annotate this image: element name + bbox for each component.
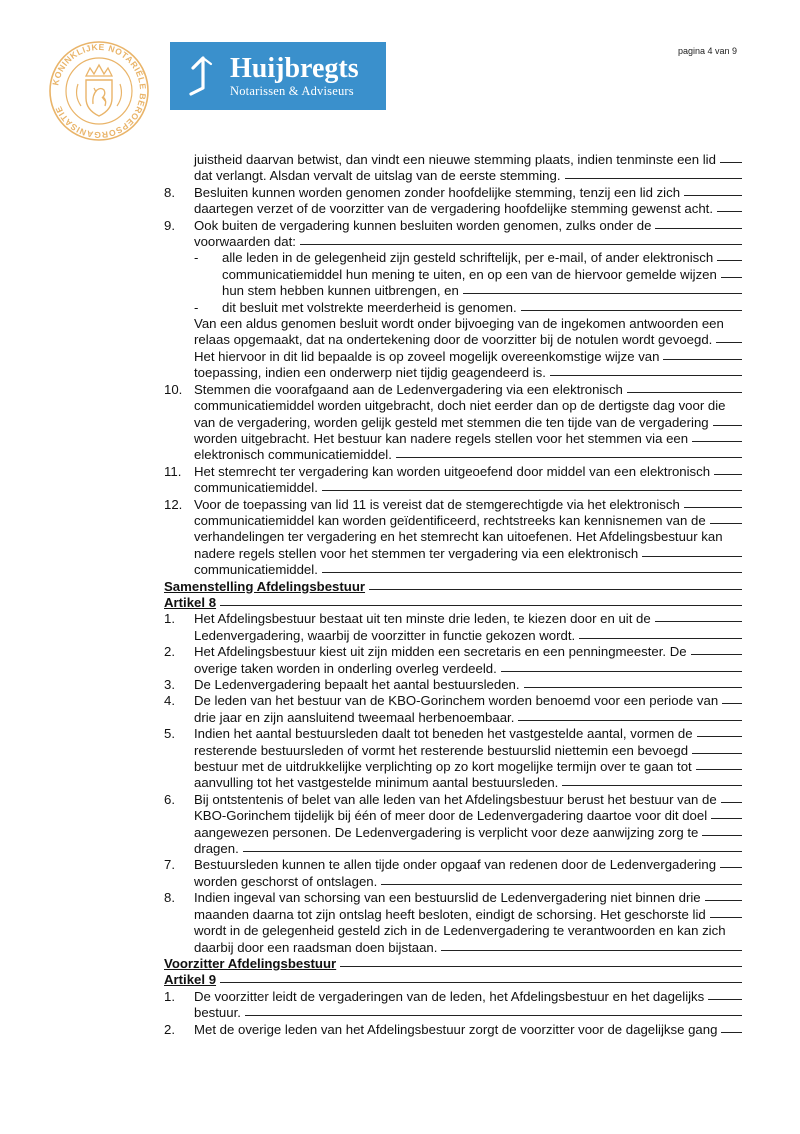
line-text: Het Afdelingsbestuur kiest uit zijn midden een secretaris en een penningmeester. De [194, 644, 687, 660]
text-line [194, 529, 742, 545]
fill-dash-line [340, 966, 742, 967]
text-line [194, 661, 742, 677]
line-text: dit besluit met volstrekte meerderheid is genomen. [222, 299, 517, 315]
text-line [194, 743, 742, 759]
line-text: alle leden in de gelegenheid zijn gesteld schriftelijk, per e-mail, of ander elektronisch [222, 250, 714, 266]
line-text: Van een aldus genomen besluit wordt onder bijvoeging van de ingekomen antwoorden een [194, 316, 724, 332]
line-text: Bestuursleden kunnen te allen tijde onder opgaaf van redenen door de Ledenvergadering [194, 857, 717, 873]
fill-dash-line [691, 654, 742, 655]
line-text: Indien het aantal bestuursleden daalt tot beneden het vastgestelde aantal, vormen de [194, 726, 693, 742]
fill-dash-line [579, 638, 742, 639]
paragraph [164, 152, 742, 185]
text-line [194, 874, 742, 890]
line-text: van de vergadering, worden gelijk gesteld met stemmen die ten tijde van de vergadering [194, 414, 709, 430]
numbered-item [164, 218, 742, 251]
document-body [164, 152, 742, 1038]
fill-dash-line [721, 1032, 742, 1033]
text-line [194, 841, 742, 857]
fill-dash-line [720, 162, 742, 163]
line-text: worden uitgebracht. Het bestuur kan nadere regels stellen voor het stemmen via een [194, 430, 689, 446]
text-line [164, 595, 742, 611]
fill-dash-line [322, 572, 742, 573]
fill-dash-line [697, 736, 742, 737]
text-line [194, 1005, 742, 1021]
line-text: Samenstelling Afdelingsbestuur [164, 578, 366, 594]
item-number: 12. [164, 496, 183, 512]
line-text: maanden daarna tot zijn ontslag heeft besloten, eindigt de schorsing. Het geschorste lid [194, 906, 706, 922]
text-line [194, 332, 742, 348]
line-text: communicatiemiddel worden uitgebracht, doch niet eerder dan op de dertigste dag voor die [194, 398, 726, 414]
text-line [194, 168, 742, 184]
item-number: 6. [164, 791, 175, 807]
fill-dash-line [711, 818, 742, 819]
fill-dash-line [722, 703, 742, 704]
fill-dash-line [692, 753, 742, 754]
line-text: communicatiemiddel kan worden geïdentificeerd, rechtstreeks kan kennisnemen van de [194, 512, 706, 528]
fill-dash-line [684, 195, 742, 196]
item-number: 8. [164, 890, 175, 906]
text-line [194, 611, 742, 627]
text-line [194, 907, 742, 923]
paragraph [164, 316, 742, 382]
text-line [194, 316, 742, 332]
fill-dash-line [702, 835, 742, 836]
line-text: dragen. [194, 841, 239, 857]
text-line [222, 267, 742, 283]
fill-dash-line [692, 441, 742, 442]
line-text: Het stemrecht ter vergadering kan worden uitgeoefend door middel van een elektronisch [194, 463, 711, 479]
text-line [194, 628, 742, 644]
line-text: aanvulling tot het vastgestelde minimum aantal bestuursleden. [194, 775, 559, 791]
text-line [194, 218, 742, 234]
text-line [194, 759, 742, 775]
item-number: 9. [164, 217, 175, 233]
line-text: Met de overige leden van het Afdelingsbestuur zorgt de voorzitter voor de dagelijkse gang [194, 1021, 718, 1037]
fill-dash-line [720, 867, 742, 868]
line-text: nadere regels stellen voor het stemmen ter vergadering via een elektronisch [194, 545, 639, 561]
bullet-dash: - [194, 299, 199, 315]
text-line [194, 185, 742, 201]
fill-dash-line [655, 621, 742, 622]
text-line [194, 152, 742, 168]
text-line [222, 300, 742, 316]
text-line [194, 546, 742, 562]
numbered-item [164, 1022, 742, 1038]
page-number: pagina 4 van 9 [678, 46, 738, 56]
numbered-item [164, 611, 742, 644]
text-line [194, 398, 742, 414]
text-line [194, 365, 742, 381]
line-text: elektronisch communicatiemiddel. [194, 447, 392, 463]
item-number: 8. [164, 184, 175, 200]
text-line [194, 644, 742, 660]
line-text: daarbij door een raadsman doen bijstaan. [194, 939, 438, 955]
item-number: 2. [164, 644, 175, 660]
text-line [222, 283, 742, 299]
line-text: hun stem hebben kunnen uitbrengen, en [222, 283, 459, 299]
text-line [194, 201, 742, 217]
numbered-item [164, 989, 742, 1022]
text-line [194, 726, 742, 742]
text-line [194, 775, 742, 791]
numbered-item [164, 382, 742, 464]
bullet-item [164, 250, 742, 299]
line-text: verhandelingen ter vergadering en het stemrecht kan uitoefenen. Het Afdelingsbestuur kan [194, 529, 723, 545]
text-line [194, 890, 742, 906]
line-text: KBO-Gorinchem tijdelijk bij één of meer door de Ledenvergadering daartoe voor dit doel [194, 808, 708, 824]
text-line [194, 792, 742, 808]
line-text: De voorzitter leidt de vergaderingen van de leden, het Afdelingsbestuur en het dagelijks [194, 988, 705, 1004]
text-line [194, 825, 742, 841]
text-line [194, 693, 742, 709]
fill-dash-line [396, 457, 742, 458]
item-number: 4. [164, 693, 175, 709]
line-text: drie jaar en zijn aansluitend tweemaal herbenoembaar. [194, 709, 515, 725]
text-line [164, 956, 742, 972]
fill-dash-line [220, 982, 742, 983]
text-line [222, 250, 742, 266]
text-line [194, 1022, 742, 1038]
line-text: aangewezen personen. De Ledenvergadering is verplicht voor deze aanwijzing zorg te [194, 824, 699, 840]
text-line [194, 447, 742, 463]
section-heading [164, 595, 742, 611]
numbered-item [164, 726, 742, 792]
fill-dash-line [518, 720, 742, 721]
fill-dash-line [710, 523, 742, 524]
fill-dash-line [245, 1015, 742, 1016]
numbered-item [164, 890, 742, 956]
item-number: 11. [164, 463, 182, 479]
fill-dash-line [717, 211, 742, 212]
text-line [194, 497, 742, 513]
fill-dash-line [441, 950, 742, 951]
bullet-dash: - [194, 250, 199, 266]
text-line [194, 234, 742, 250]
fill-dash-line [220, 605, 742, 606]
numbered-item [164, 677, 742, 693]
text-line [194, 808, 742, 824]
fill-dash-line [705, 900, 742, 901]
line-text: Voor de toepassing van lid 11 is vereist dat de stemgerechtigde via het elektronisch [194, 496, 680, 512]
text-line [194, 989, 742, 1005]
fill-dash-line [627, 392, 742, 393]
svg-text:KONINKLIJKE NOTARIËLE BEROEPSO [50, 42, 148, 140]
text-line [194, 415, 742, 431]
line-text: communicatiemiddel. [194, 562, 318, 578]
item-number: 7. [164, 857, 175, 873]
line-text: Ook buiten de vergadering kunnen besluiten worden genomen, zulks onder de [194, 217, 652, 233]
line-text: Het hiervoor in dit lid bepaalde is op zoveel mogelijk overeenkomstige wijze van [194, 348, 660, 364]
line-text: Voorzitter Afdelingsbestuur [164, 955, 337, 971]
numbered-item [164, 464, 742, 497]
fill-dash-line [713, 425, 742, 426]
text-line [194, 480, 742, 496]
numbered-item [164, 857, 742, 890]
item-number: 1. [164, 611, 175, 627]
fill-dash-line [322, 490, 742, 491]
fill-dash-line [381, 884, 742, 885]
line-text: Ledenvergadering, waarbij de voorzitter in functie gekozen wordt. [194, 627, 576, 643]
text-line [194, 677, 742, 693]
text-line [194, 562, 742, 578]
fill-dash-line [696, 769, 742, 770]
text-line [194, 923, 742, 939]
numbered-item [164, 644, 742, 677]
text-line [194, 431, 742, 447]
fill-dash-line [716, 342, 742, 343]
numbered-item [164, 497, 742, 579]
text-line [164, 972, 742, 988]
line-text: juistheid daarvan betwist, dan vindt een nieuwe stemming plaats, indien tenminste een lid [194, 152, 716, 167]
fill-dash-line [663, 359, 742, 360]
line-text: bestuur. [194, 1005, 241, 1021]
section-heading [164, 956, 742, 972]
fill-dash-line [524, 687, 742, 688]
item-number: 1. [164, 988, 175, 1004]
section-heading [164, 579, 742, 595]
line-text: Artikel 8 [164, 594, 217, 610]
fill-dash-line [642, 556, 742, 557]
text-line [194, 464, 742, 480]
line-text: Stemmen die voorafgaand aan de Ledenvergadering via een elektronisch [194, 381, 623, 397]
line-text: worden geschorst of ontslagen. [194, 873, 378, 889]
text-line [194, 513, 742, 529]
line-text: voorwaarden dat: [194, 234, 296, 250]
fill-dash-line [369, 589, 742, 590]
fill-dash-line [521, 310, 742, 311]
fill-dash-line [714, 474, 742, 475]
fill-dash-line [562, 785, 742, 786]
text-line [194, 349, 742, 365]
notarial-seal [48, 40, 150, 142]
fill-dash-line [501, 671, 742, 672]
text-line [164, 579, 742, 595]
fill-dash-line [565, 178, 742, 179]
line-text: resterende bestuursleden of vormt het resterende bestuurslid niettemin een bevoegd [194, 742, 689, 758]
logo-subtitle: Notarissen & Adviseurs [230, 83, 354, 98]
text-line [194, 382, 742, 398]
numbered-item [164, 185, 742, 218]
text-line [194, 710, 742, 726]
item-number: 5. [164, 726, 175, 742]
company-logo [170, 42, 386, 110]
seal-text: KONINKLIJKE NOTARIËLE BEROEPSORGANISATIE [50, 41, 149, 141]
logo-mark-icon [170, 42, 230, 110]
section-heading [164, 972, 742, 988]
item-number: 2. [164, 1021, 175, 1037]
line-text: Besluiten kunnen worden genomen zonder hoofdelijke stemming, tenzij een lid zich [194, 184, 681, 200]
fill-dash-line [708, 999, 742, 1000]
line-text: Bij ontstentenis of belet van alle leden van het Afdelingsbestuur berust het bestuur van de [194, 791, 717, 807]
fill-dash-line [550, 375, 742, 376]
line-text: Artikel 9 [164, 972, 217, 988]
line-text: communicatiemiddel hun mening te uiten, en op een van de hiervoor gemelde wijzen [222, 266, 717, 282]
fill-dash-line [710, 917, 742, 918]
logo-name: Huijbregts [230, 52, 359, 84]
fill-dash-line [721, 277, 742, 278]
line-text: dat verlangt. Alsdan vervalt de uitslag van de eerste stemming. [194, 168, 561, 184]
numbered-item [164, 792, 742, 858]
fill-dash-line [721, 802, 742, 803]
fill-dash-line [300, 244, 742, 245]
line-text: relaas opgemaakt, dat na ondertekening door de voorzitter bij de notulen wordt gevoegd. [194, 332, 713, 348]
line-text: daartegen verzet of de voorzitter van de vergadering hoofdelijke stemming gewenst acht. [194, 201, 714, 217]
line-text: De leden van het bestuur van de KBO-Gorinchem worden benoemd voor een periode van [194, 693, 719, 709]
fill-dash-line [717, 260, 742, 261]
text-line [194, 940, 742, 956]
text-line [194, 857, 742, 873]
item-number: 3. [164, 677, 175, 692]
item-number: 10. [164, 381, 183, 397]
fill-dash-line [684, 507, 742, 508]
bullet-item [164, 300, 742, 316]
line-text: Het Afdelingsbestuur bestaat uit ten minste drie leden, te kiezen door en uit de [194, 611, 651, 627]
line-text: toepassing, indien een onderwerp niet tijdig geagendeerd is. [194, 365, 546, 381]
line-text: overige taken worden in onderling overleg verdeeld. [194, 660, 497, 676]
numbered-item [164, 693, 742, 726]
line-text: bestuur met de uitdrukkelijke verplichting op zo kort mogelijke termijn over te gaan tot [194, 759, 692, 775]
line-text: communicatiemiddel. [194, 480, 318, 496]
line-text: De Ledenvergadering bepaalt het aantal bestuursleden. [194, 677, 520, 692]
line-text: Indien ingeval van schorsing van een bestuurslid de Ledenvergadering niet binnen drie [194, 890, 701, 906]
line-text: wordt in de gelegenheid gesteld zich in de Ledenvergadering te verantwoorden en kan zich [194, 923, 726, 939]
fill-dash-line [463, 293, 742, 294]
fill-dash-line [655, 228, 742, 229]
fill-dash-line [243, 851, 742, 852]
